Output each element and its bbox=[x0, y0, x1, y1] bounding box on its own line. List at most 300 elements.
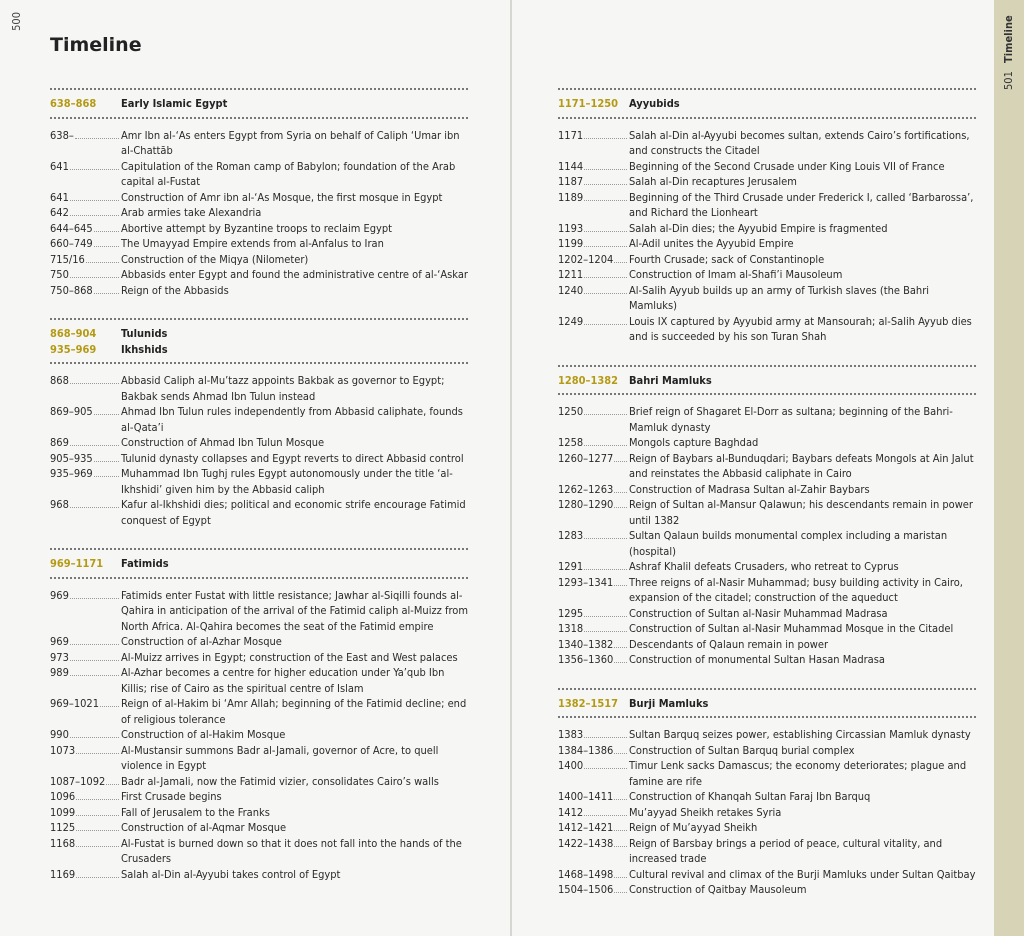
dot-leader bbox=[614, 652, 627, 663]
entry-text: Construction of al-Azhar Mosque bbox=[121, 635, 282, 648]
dot-leader bbox=[584, 283, 627, 294]
entry-text: Arab armies take Alexandria bbox=[121, 206, 262, 219]
entry-text: Louis IX captured by Ayyubid army at Mansourah; al-Salih Ayyub dies and is succeeded by his son Turan Shah bbox=[629, 314, 972, 343]
dot-leader bbox=[614, 575, 627, 586]
timeline-entry bbox=[558, 451, 976, 482]
timeline-entry bbox=[558, 575, 976, 606]
section-name: Burji Mamluks bbox=[629, 696, 709, 710]
section-years: 638–868 bbox=[50, 97, 97, 110]
timeline-entry bbox=[558, 606, 976, 622]
entry-date: 750 bbox=[50, 268, 69, 281]
dot-leader bbox=[584, 174, 627, 185]
entry-date: 969 bbox=[50, 635, 69, 648]
entry-date-cell bbox=[50, 836, 121, 867]
entry-date: 935–969 bbox=[50, 467, 93, 480]
entry-date: 973 bbox=[50, 650, 69, 664]
dot-leader bbox=[76, 789, 119, 800]
entry-date-cell bbox=[558, 882, 629, 898]
dot-leader bbox=[584, 404, 627, 415]
entry-date: 641 bbox=[50, 159, 69, 173]
entry-date-cell bbox=[558, 404, 629, 435]
dot-leader bbox=[94, 283, 119, 294]
entry-text: Brief reign of Shagaret El-Dorr as sultana; beginning of the Bahri-Mamluk dynasty bbox=[629, 405, 953, 434]
entry-date-cell bbox=[50, 404, 121, 435]
timeline-section bbox=[50, 548, 468, 902]
timeline-entry bbox=[558, 621, 976, 637]
entry-date: 1340–1382 bbox=[558, 637, 614, 651]
entry-date: 1318 bbox=[558, 622, 584, 635]
entry-text: Beginning of the Second Crusade under King Louis VII of France bbox=[629, 159, 945, 173]
entry-date-cell bbox=[50, 497, 121, 528]
dot-leader bbox=[70, 205, 119, 216]
entry-date-cell bbox=[558, 637, 629, 653]
entry-date-cell bbox=[50, 373, 121, 404]
timeline-entry bbox=[558, 497, 976, 528]
entry-text: Construction of monumental Sultan Hasan Madrasa bbox=[629, 653, 885, 666]
entry-date: 1189 bbox=[558, 190, 584, 204]
entry-date-cell bbox=[50, 789, 121, 805]
entry-text: Mu’ayyad Sheikh retakes Syria bbox=[629, 805, 782, 819]
entry-date-cell bbox=[558, 252, 629, 268]
entry-date-cell bbox=[558, 727, 629, 743]
timeline-entry bbox=[558, 283, 976, 314]
dot-leader bbox=[70, 159, 119, 170]
entry-text: Salah al-Din dies; the Ayyubid Empire is fragmented bbox=[629, 221, 888, 235]
dot-leader bbox=[584, 190, 627, 201]
entry-text: Ahmad Ibn Tulun rules independently from Abbasid caliphate, founds al-Qata’i bbox=[121, 405, 463, 434]
timeline-entry bbox=[50, 451, 468, 467]
timeline-entry bbox=[558, 528, 976, 559]
timeline-entry bbox=[50, 252, 468, 268]
entry-date: 1293–1341 bbox=[558, 575, 614, 589]
timeline-entry bbox=[558, 867, 976, 883]
dot-leader bbox=[584, 435, 627, 446]
dot-leader bbox=[70, 650, 119, 661]
entry-text: Construction of Khanqah Sultan Faraj Ibn Barquq bbox=[629, 790, 871, 803]
entry-list bbox=[50, 364, 468, 548]
entry-date: 1249 bbox=[558, 314, 584, 328]
entry-text: Al-Mustansir summons Badr al-Jamali, governor of Acre, to quell violence in Egypt bbox=[121, 743, 439, 772]
entry-date: 1400–1411 bbox=[558, 790, 614, 803]
dot-leader bbox=[70, 373, 119, 384]
dot-leader bbox=[584, 758, 627, 769]
dot-leader bbox=[614, 867, 627, 878]
entry-text: Capitulation of the Roman camp of Babylon; foundation of the Arab capital al-Fustat bbox=[121, 159, 456, 188]
entry-date-cell bbox=[558, 575, 629, 606]
entry-text: Fourth Crusade; sack of Constantinople bbox=[629, 252, 825, 266]
entry-text: Ashraf Khalil defeats Crusaders, who retreat to Cyprus bbox=[629, 560, 899, 573]
timeline-entry bbox=[50, 696, 468, 727]
entry-date-cell bbox=[558, 652, 629, 668]
page-title: Timeline bbox=[50, 34, 142, 56]
entry-text: Construction of Amr ibn al-‘As Mosque, the first mosque in Egypt bbox=[121, 190, 443, 204]
dot-leader bbox=[70, 727, 119, 738]
section-name: Tulunids bbox=[121, 327, 168, 340]
section-header bbox=[558, 367, 976, 394]
entry-date: 1240 bbox=[558, 283, 584, 297]
timeline-entry bbox=[50, 466, 468, 497]
entry-date-cell bbox=[50, 205, 121, 221]
entry-date-cell bbox=[558, 867, 629, 883]
entry-date: 868 bbox=[50, 374, 69, 387]
page-number-left: 500 bbox=[10, 12, 23, 31]
entry-date: 1291 bbox=[558, 560, 584, 573]
entry-date: 1383 bbox=[558, 728, 584, 741]
entry-text: Descendants of Qalaun remain in power bbox=[629, 637, 829, 651]
section-header bbox=[50, 320, 468, 342]
entry-date-cell bbox=[558, 128, 629, 159]
entry-date: 1193 bbox=[558, 221, 584, 235]
entry-date: 1412 bbox=[558, 805, 584, 819]
dot-leader bbox=[76, 743, 119, 754]
timeline-section bbox=[558, 88, 976, 365]
entry-date: 1169 bbox=[50, 867, 76, 881]
entry-date: 1400 bbox=[558, 759, 584, 772]
timeline-column-left bbox=[50, 88, 468, 902]
timeline-section bbox=[558, 365, 976, 688]
timeline-entry bbox=[50, 128, 468, 159]
dot-leader bbox=[76, 805, 119, 816]
entry-date-cell bbox=[558, 743, 629, 759]
timeline-entry bbox=[558, 435, 976, 451]
timeline-entry bbox=[558, 314, 976, 345]
entry-date-cell bbox=[50, 283, 121, 299]
dot-leader bbox=[100, 696, 119, 707]
timeline-entry bbox=[558, 190, 976, 221]
entry-date-cell bbox=[50, 221, 121, 237]
section-years: 1382–1517 bbox=[558, 696, 619, 710]
timeline-section bbox=[558, 688, 976, 918]
entry-text: Construction of Qaitbay Mausoleum bbox=[629, 883, 807, 896]
timeline-entry bbox=[50, 221, 468, 237]
timeline-entry bbox=[558, 758, 976, 789]
timeline-column-right bbox=[558, 88, 976, 918]
entry-text: Amr Ibn al-‘As enters Egypt from Syria on behalf of Caliph ‘Umar ibn al-Chattāb bbox=[121, 128, 460, 157]
dot-leader bbox=[70, 435, 119, 446]
entry-date-cell bbox=[50, 665, 121, 696]
section-name: Ikhshids bbox=[121, 342, 168, 356]
entry-date: 750–868 bbox=[50, 283, 93, 297]
timeline-entry bbox=[50, 836, 468, 867]
timeline-entry bbox=[50, 497, 468, 528]
entry-text: Muhammad Ibn Tughj rules Egypt autonomously under the title ‘al-Ikhshidi’ given him by the Abbasid caliph bbox=[121, 467, 453, 496]
chapter-tab bbox=[994, 0, 1024, 936]
dot-leader bbox=[614, 451, 627, 462]
entry-text: Sultan Barquq seizes power, establishing Circassian Mamluk dynasty bbox=[629, 728, 971, 741]
entry-date: 905–935 bbox=[50, 451, 93, 465]
entry-text: Construction of al-Aqmar Mosque bbox=[121, 821, 287, 834]
dot-leader bbox=[75, 128, 119, 139]
entry-date-cell bbox=[558, 236, 629, 252]
entry-text: Construction of Sultan Barquq burial complex bbox=[629, 743, 855, 757]
entry-date-cell bbox=[50, 128, 121, 159]
timeline-section bbox=[50, 88, 468, 318]
entry-date-cell bbox=[558, 606, 629, 622]
entry-text: Fatimids enter Fustat with little resistance; Jawhar al-Siqilli founds al-Qahira in anticipation of the arrival of the Fatimid caliph al-Muizz from North Africa. Al-Qahira becomes the seat of the Fatimid empire bbox=[121, 588, 468, 633]
dot-leader bbox=[584, 606, 627, 617]
dot-leader bbox=[614, 482, 627, 493]
entry-date: 1250 bbox=[558, 405, 584, 418]
timeline-entry bbox=[50, 774, 468, 790]
entry-date: 1504–1506 bbox=[558, 883, 614, 896]
dot-leader bbox=[76, 820, 119, 831]
tab-title: Timeline bbox=[1002, 15, 1015, 64]
entry-text: Reign of Sultan al-Mansur Qalawun; his descendants remain in power until 1382 bbox=[629, 498, 973, 527]
entry-text: Construction of Madrasa Sultan al-Zahir Baybars bbox=[629, 482, 870, 496]
entry-date: 715/16 bbox=[50, 252, 85, 266]
section-name: Bahri Mamluks bbox=[629, 373, 712, 387]
timeline-entry bbox=[50, 727, 468, 743]
entry-date-cell bbox=[558, 451, 629, 482]
dot-leader bbox=[584, 528, 627, 539]
entry-text: Sultan Qalaun builds monumental complex including a maristan (hospital) bbox=[629, 529, 948, 558]
timeline-entry bbox=[558, 221, 976, 237]
entry-date: 1211 bbox=[558, 268, 584, 281]
timeline-entry bbox=[558, 404, 976, 435]
entry-date: 1384–1386 bbox=[558, 743, 614, 757]
dot-leader bbox=[614, 252, 627, 263]
timeline-entry bbox=[558, 174, 976, 190]
entry-date-cell bbox=[558, 314, 629, 345]
entry-date: 642 bbox=[50, 206, 69, 219]
entry-date: 1087–1092 bbox=[50, 774, 106, 788]
entry-text: Badr al-Jamali, now the Fatimid vizier, consolidates Cairo’s walls bbox=[121, 774, 439, 788]
timeline-entry bbox=[558, 652, 976, 668]
entry-text: Reign of Mu’ayyad Sheikh bbox=[629, 821, 758, 834]
entry-date: 1283 bbox=[558, 529, 584, 542]
entry-date-cell bbox=[50, 236, 121, 252]
entry-date-cell bbox=[50, 451, 121, 467]
entry-date-cell bbox=[558, 174, 629, 190]
entry-date: 1202–1204 bbox=[558, 252, 614, 266]
entry-list bbox=[50, 119, 468, 319]
entry-text: Salah al-Din al-Ayyubi becomes sultan, extends Cairo’s fortifications, and constructs the Citadel bbox=[629, 128, 970, 157]
entry-date-cell bbox=[50, 435, 121, 451]
entry-text: Salah al-Din recaptures Jerusalem bbox=[629, 175, 797, 188]
entry-date-cell bbox=[50, 805, 121, 821]
section-header bbox=[50, 90, 468, 117]
section-years: 969–1171 bbox=[50, 557, 104, 570]
entry-date-cell bbox=[558, 789, 629, 805]
entry-text: Construction of Imam al-Shafi’i Mausoleum bbox=[629, 268, 843, 281]
entry-list bbox=[558, 119, 976, 365]
entry-text: Al-Azhar becomes a centre for higher education under Ya’qub Ibn Killis; rise of Cairo as the spiritual centre of Islam bbox=[121, 666, 445, 695]
dot-leader bbox=[70, 665, 119, 676]
entry-date: 1258 bbox=[558, 436, 584, 449]
dot-leader bbox=[614, 882, 627, 893]
entry-text: The Umayyad Empire extends from al-Anfalus to Iran bbox=[121, 237, 384, 250]
section-name: Early Islamic Egypt bbox=[121, 97, 228, 110]
timeline-entry bbox=[50, 236, 468, 252]
entry-text: Reign of the Abbasids bbox=[121, 283, 229, 297]
section-years: 868–904 bbox=[50, 327, 97, 340]
entry-date-cell bbox=[558, 283, 629, 314]
entry-date: 638– bbox=[50, 128, 74, 142]
entry-date-cell bbox=[558, 221, 629, 237]
dot-leader bbox=[70, 497, 119, 508]
entry-date-cell bbox=[50, 743, 121, 774]
entry-date: 1280–1290 bbox=[558, 498, 614, 511]
entry-date: 1144 bbox=[558, 159, 584, 173]
timeline-entry bbox=[558, 805, 976, 821]
entry-text: Al-Fustat is burned down so that it does not fall into the hands of the Crusaders bbox=[121, 836, 462, 865]
dot-leader bbox=[76, 836, 119, 847]
entry-date-cell bbox=[50, 634, 121, 650]
entry-date: 869–905 bbox=[50, 405, 93, 418]
dot-leader bbox=[70, 190, 119, 201]
timeline-entry bbox=[50, 373, 468, 404]
entry-date: 869 bbox=[50, 436, 69, 449]
timeline-entry bbox=[50, 820, 468, 836]
timeline-entry bbox=[50, 805, 468, 821]
section-header bbox=[558, 690, 976, 717]
entry-date: 1187 bbox=[558, 175, 584, 188]
dot-leader bbox=[584, 727, 627, 738]
entry-text: Tulunid dynasty collapses and Egypt reverts to direct Abbasid control bbox=[121, 451, 464, 465]
dot-leader bbox=[584, 314, 627, 325]
entry-date: 1168 bbox=[50, 836, 76, 850]
dot-leader bbox=[94, 404, 119, 415]
entry-text: Construction of Ahmad Ibn Tulun Mosque bbox=[121, 436, 325, 449]
entry-text: Construction of Sultan al-Nasir Muhammad Mosque in the Citadel bbox=[629, 622, 954, 635]
dot-leader bbox=[86, 252, 119, 263]
timeline-entry bbox=[558, 128, 976, 159]
timeline-entry bbox=[558, 159, 976, 175]
dot-leader bbox=[614, 637, 627, 648]
entry-date: 969–1021 bbox=[50, 697, 100, 710]
entry-date: 1260–1277 bbox=[558, 451, 614, 465]
entry-text: Three reigns of al-Nasir Muhammad; busy building activity in Cairo, expansion of the citadel; construction of the aqueduct bbox=[629, 575, 963, 604]
timeline-entry bbox=[558, 559, 976, 575]
section-name: Fatimids bbox=[121, 557, 169, 570]
timeline-entry bbox=[558, 267, 976, 283]
entry-date: 1422–1438 bbox=[558, 836, 614, 850]
entry-date: 641 bbox=[50, 190, 69, 204]
dot-leader bbox=[94, 451, 119, 462]
entry-date: 968 bbox=[50, 498, 69, 511]
timeline-entry bbox=[558, 252, 976, 268]
entry-text: Abbasid Caliph al-Mu’tazz appoints Bakbak as governor to Egypt; Bakbak sends Ahmad Ibn Tulun instead bbox=[121, 374, 445, 403]
timeline-entry bbox=[558, 882, 976, 898]
entry-text: Kafur al-Ikhshidi dies; political and economic strife encourage Fatimid conquest of Egypt bbox=[121, 498, 466, 527]
timeline-entry bbox=[558, 743, 976, 759]
entry-date-cell bbox=[50, 650, 121, 666]
timeline-entry bbox=[50, 588, 468, 635]
timeline-entry bbox=[50, 867, 468, 883]
entry-text: Reign of al-Hakim bi ‘Amr Allah; beginning of the Fatimid decline; end of religious tolerance bbox=[121, 697, 467, 726]
entry-date: 1171 bbox=[558, 128, 584, 142]
dot-leader bbox=[584, 621, 627, 632]
section-header bbox=[50, 342, 468, 363]
dot-leader bbox=[584, 128, 627, 139]
entry-date: 969 bbox=[50, 588, 69, 602]
timeline-entry bbox=[558, 637, 976, 653]
timeline-entry bbox=[558, 820, 976, 836]
dot-leader bbox=[584, 236, 627, 247]
entry-text: Salah al-Din al-Ayyubi takes control of Egypt bbox=[121, 867, 341, 881]
entry-text: Construction of al-Hakim Mosque bbox=[121, 728, 286, 741]
entry-date-cell bbox=[50, 588, 121, 635]
timeline-entry bbox=[50, 650, 468, 666]
entry-date-cell bbox=[558, 559, 629, 575]
entry-date-cell bbox=[50, 190, 121, 206]
entry-date: 1199 bbox=[558, 237, 584, 250]
entry-date-cell bbox=[558, 805, 629, 821]
entry-date-cell bbox=[558, 621, 629, 637]
dot-leader bbox=[106, 774, 119, 785]
entry-date-cell bbox=[50, 267, 121, 283]
entry-text: Reign of Barsbay brings a period of peace, cultural vitality, and increased trade bbox=[629, 836, 943, 865]
section-header bbox=[558, 90, 976, 117]
entry-date-cell bbox=[558, 820, 629, 836]
section-years: 1171–1250 bbox=[558, 97, 619, 110]
entry-date: 1262–1263 bbox=[558, 482, 614, 496]
timeline-entry bbox=[558, 836, 976, 867]
entry-date: 1073 bbox=[50, 743, 76, 757]
dot-leader bbox=[76, 867, 119, 878]
entry-date-cell bbox=[558, 190, 629, 221]
entry-date-cell bbox=[50, 252, 121, 268]
entry-date-cell bbox=[50, 159, 121, 190]
section-years: 935–969 bbox=[50, 342, 97, 356]
timeline-entry bbox=[558, 482, 976, 498]
page-number-right: 501 bbox=[1002, 71, 1015, 90]
entry-text: Construction of Sultan al-Nasir Muhammad Madrasa bbox=[629, 606, 888, 620]
dot-leader bbox=[584, 559, 627, 570]
entry-date-cell bbox=[50, 867, 121, 883]
entry-text: Al-Muizz arrives in Egypt; construction of the East and West palaces bbox=[121, 650, 458, 664]
entry-text: Fall of Jerusalem to the Franks bbox=[121, 805, 270, 819]
entry-date-cell bbox=[558, 159, 629, 175]
dot-leader bbox=[94, 466, 119, 477]
entry-date: 660–749 bbox=[50, 237, 93, 250]
timeline-entry bbox=[50, 190, 468, 206]
dot-leader bbox=[584, 159, 627, 170]
entry-date-cell bbox=[558, 435, 629, 451]
dot-leader bbox=[614, 497, 627, 508]
entry-text: Reign of Baybars al-Bunduqdari; Baybars defeats Mongols at Ain Jalut and reinstates the Abbasid caliphate in Cairo bbox=[629, 451, 974, 480]
dot-leader bbox=[94, 236, 119, 247]
entry-date: 644–645 bbox=[50, 221, 93, 235]
entry-date-cell bbox=[50, 820, 121, 836]
entry-date-cell bbox=[558, 482, 629, 498]
timeline-entry bbox=[50, 267, 468, 283]
entry-list bbox=[558, 395, 976, 688]
entry-text: Timur Lenk sacks Damascus; the economy deteriorates; plague and famine are rife bbox=[629, 759, 967, 788]
entry-date-cell bbox=[50, 696, 121, 727]
timeline-entry bbox=[50, 789, 468, 805]
entry-text: Abortive attempt by Byzantine troops to reclaim Egypt bbox=[121, 221, 393, 235]
entry-list bbox=[50, 579, 468, 903]
entry-date: 1412–1421 bbox=[558, 821, 614, 834]
entry-date-cell bbox=[50, 466, 121, 497]
entry-date: 1125 bbox=[50, 821, 76, 834]
dot-leader bbox=[70, 634, 119, 645]
timeline-entry bbox=[50, 205, 468, 221]
timeline-entry bbox=[50, 435, 468, 451]
timeline-entry bbox=[558, 727, 976, 743]
timeline-entry bbox=[50, 159, 468, 190]
entry-text: Construction of the Miqya (Nilometer) bbox=[121, 252, 309, 266]
entry-text: Cultural revival and climax of the Burji Mamluks under Sultan Qaitbay bbox=[629, 867, 976, 881]
section-years: 1280–1382 bbox=[558, 373, 619, 387]
dot-leader bbox=[70, 588, 119, 599]
dot-leader bbox=[94, 221, 119, 232]
entry-date-cell bbox=[558, 267, 629, 283]
entry-date: 1356–1360 bbox=[558, 653, 614, 666]
entry-date: 1099 bbox=[50, 805, 76, 819]
dot-leader bbox=[614, 820, 627, 831]
